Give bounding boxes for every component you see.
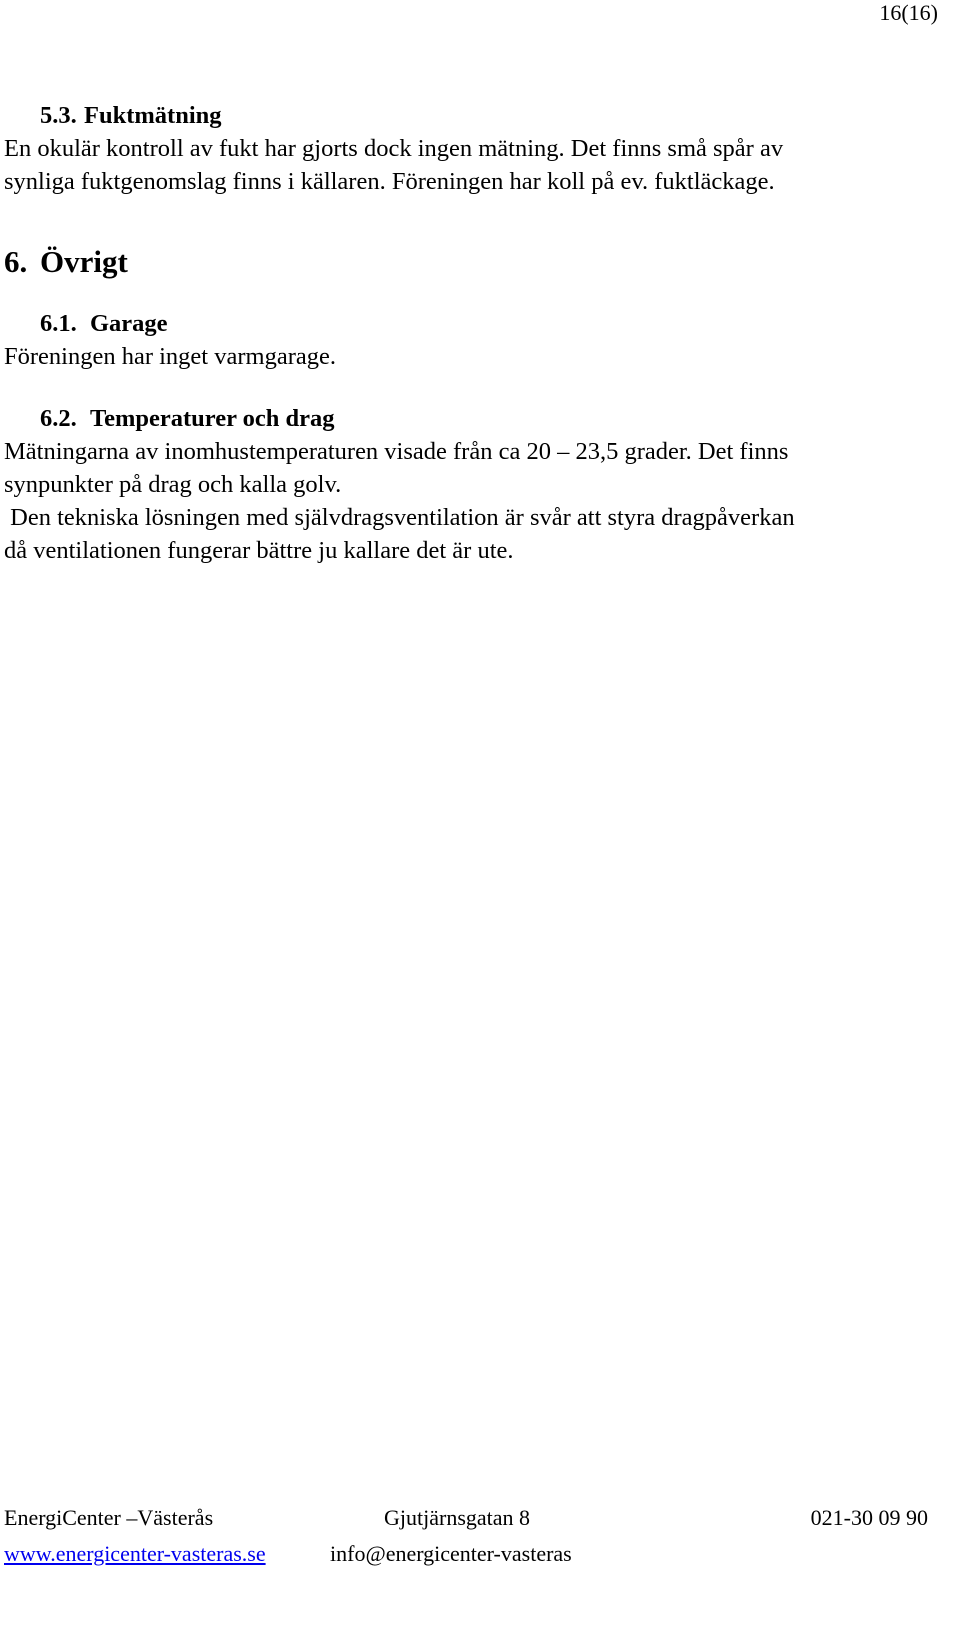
- section-number: 5.3.: [40, 102, 77, 129]
- document-body: [4, 100, 956, 567]
- section-heading-6: [4, 244, 956, 280]
- footer-company: EnergiCenter –Västerås: [4, 1505, 214, 1530]
- footer-website-link[interactable]: www.energicenter-vasteras.se: [4, 1541, 266, 1566]
- section-title: Garage: [90, 310, 168, 337]
- footer-row-2: [4, 1540, 928, 1568]
- footer-email: info@energicenter-vasteras: [330, 1541, 572, 1566]
- section-number: 6.: [4, 244, 28, 279]
- section-heading-5-3: [4, 100, 956, 132]
- paragraph-line: En okulär kontroll av fukt har gjorts dock ingen mätning. Det finns små spår av: [4, 135, 784, 162]
- footer-row-1: [4, 1504, 928, 1532]
- section-title: Temperaturer och drag: [90, 405, 335, 432]
- section-title: Fuktmätning: [84, 102, 222, 129]
- page-number: 16(16): [879, 0, 938, 25]
- section-heading-6-1: [4, 308, 956, 340]
- paragraph-line: Föreningen har inget varmgarage.: [4, 343, 336, 370]
- paragraph-line: då ventilationen fungerar bättre ju kallare det är ute.: [4, 537, 514, 564]
- paragraph-line: synliga fuktgenomslag finns i källaren. Föreningen har koll på ev. fuktläckage.: [4, 168, 775, 195]
- section-title: Övrigt: [40, 244, 128, 279]
- paragraph-line: Den tekniska lösningen med självdragsventilation är svår att styra dragpåverkan: [4, 504, 795, 531]
- paragraph-line: synpunkter på drag och kalla golv.: [4, 471, 342, 498]
- paragraph-line: Mätningarna av inomhustemperaturen visade från ca 20 – 23,5 grader. Det finns: [4, 438, 789, 465]
- section-heading-6-2: [4, 403, 956, 435]
- section-number: 6.1.: [40, 310, 77, 337]
- page-footer: [4, 1504, 928, 1568]
- section-number: 6.2.: [40, 405, 77, 432]
- footer-phone: 021-30 09 90: [810, 1505, 928, 1530]
- footer-address: Gjutjärnsgatan 8: [384, 1505, 531, 1530]
